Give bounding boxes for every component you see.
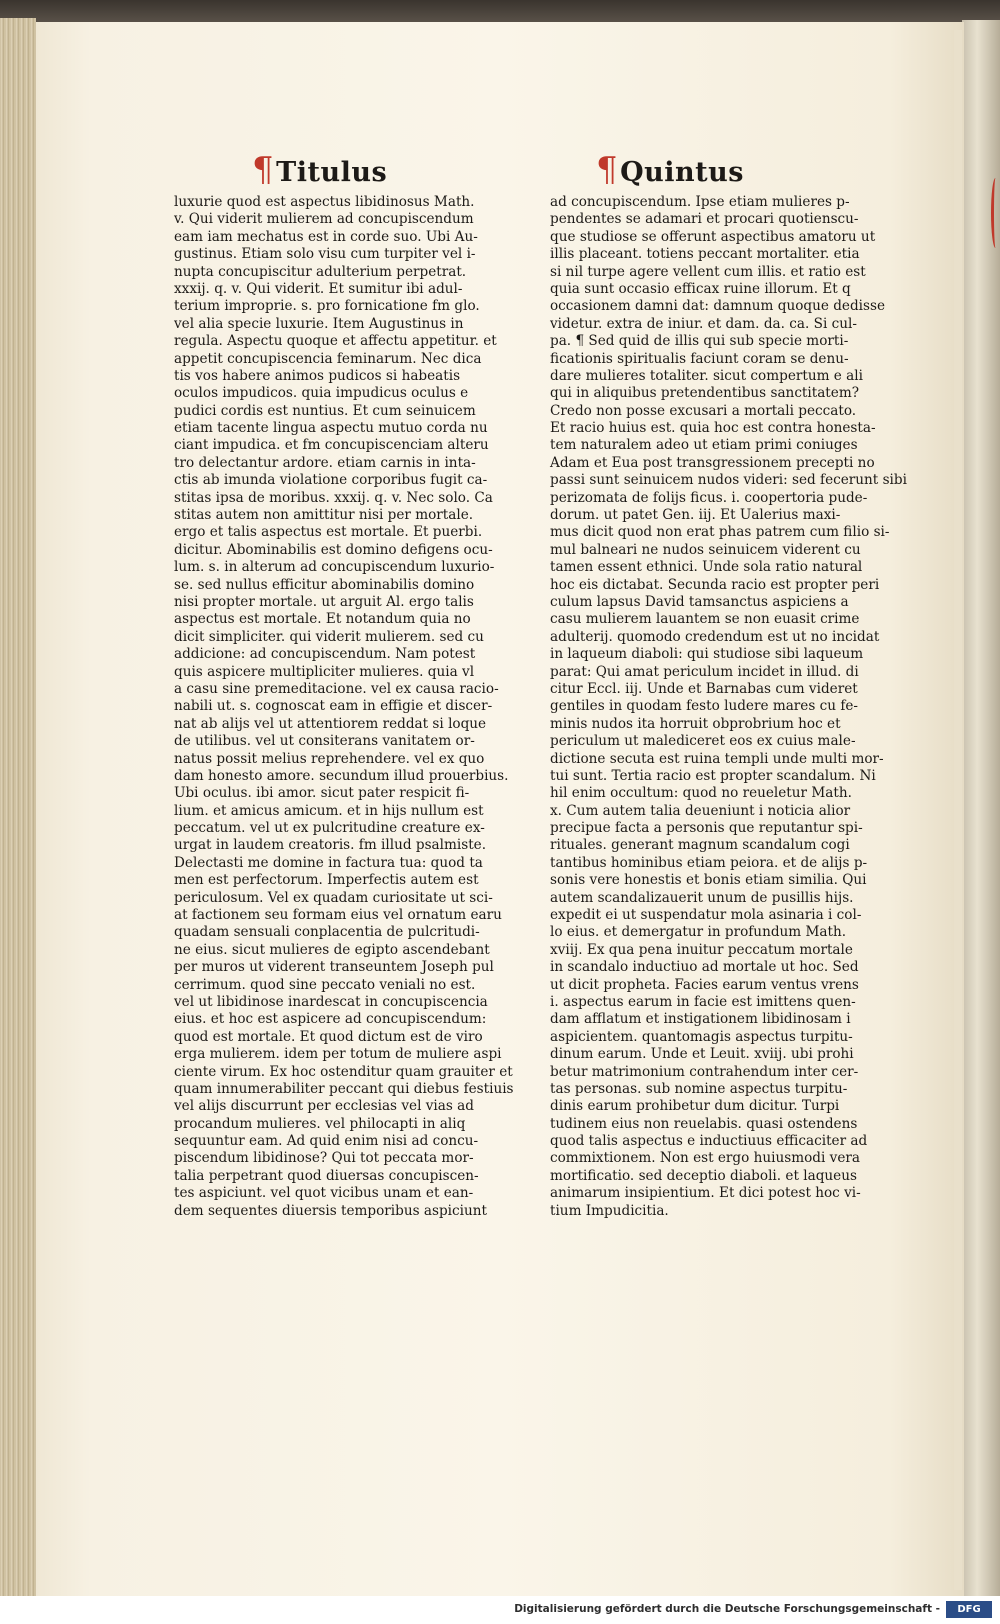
dfg-logo: DFG xyxy=(946,1601,992,1618)
text-line: casu mulierem lauantem se non euasit crime xyxy=(550,611,860,628)
text-line: Adam et Eua post transgressionem precepti no xyxy=(550,454,875,471)
text-line: lium. et amicus amicum. et in hijs nullum est xyxy=(174,802,484,819)
text-line: ciente virum. Ex hoc ostenditur quam grauiter et xyxy=(174,1063,513,1080)
text-line: ctis ab imunda violatione corporibus fugit ca- xyxy=(174,472,488,489)
text-line: qui in aliquibus pretendentibus sanctitatem? xyxy=(550,385,859,402)
text-line: culum lapsus David tamsanctus aspiciens a xyxy=(550,593,849,610)
text-line: hoc eis dictabat. Secunda racio est propter peri xyxy=(550,576,880,593)
text-line: citur Eccl. iij. Unde et Barnabas cum videret xyxy=(550,680,858,697)
funding-notice: Digitalisierung gefördert durch die Deutsche Forschungsgemeinschaft - xyxy=(514,1603,940,1615)
text-line: erga mulierem. idem per totum de muliere aspi xyxy=(174,1046,502,1063)
text-line: Credo non posse excusari a mortali peccato. xyxy=(550,402,857,419)
text-line: appetit concupiscencia feminarum. Nec dica xyxy=(174,350,482,367)
text-line: cerrimum. quod sine peccato veniali no est. xyxy=(174,976,476,993)
text-line: adulterij. quomodo credendum est ut no incidat xyxy=(550,628,880,645)
text-line: vel ut libidinose inardescat in concupiscencia xyxy=(174,993,488,1010)
footer-bar xyxy=(0,1596,1000,1624)
text-line: tudinem eius non reuelabis. quasi ostendens xyxy=(550,1115,858,1132)
text-line: ciant impudica. et fm concupiscenciam alteru xyxy=(174,437,489,454)
page-stack-right xyxy=(962,20,1000,1596)
rubric-mark xyxy=(991,178,1000,248)
text-line: stitas autem non amittitur nisi per mortale. xyxy=(174,507,474,524)
text-line: sequuntur eam. Ad quid enim nisi ad concu- xyxy=(174,1133,479,1150)
running-title-left xyxy=(252,150,387,190)
text-line: perizomata de folijs ficus. i. coopertoria pude- xyxy=(550,489,868,506)
text-line: oculos impudicos. quia impudicus oculus e xyxy=(174,385,469,402)
pilcrow-icon: ¶ xyxy=(252,150,275,190)
text-line: dinis earum prohibetur dum dicitur. Turpi xyxy=(550,1098,840,1115)
text-line: pudici cordis est nuntius. Et cum seinuicem xyxy=(174,402,476,419)
text-line: men est perfectorum. Imperfectis autem est xyxy=(174,872,479,889)
text-column-left xyxy=(174,194,514,1220)
text-line: quod talis aspectus e inductiuus efficaciter ad xyxy=(550,1133,868,1150)
facing-page-edge xyxy=(954,30,962,1590)
text-line: at factionem seu formam eius vel ornatum earu xyxy=(174,907,502,924)
text-line: x. Cum autem talia deueniunt i noticia alior xyxy=(550,802,851,819)
text-line: illis placeant. totiens peccant mortaliter. etia xyxy=(550,246,860,263)
text-line: stitas ipsa de moribus. xxxij. q. v. Nec solo. Ca xyxy=(174,489,493,506)
text-line: Ubi oculus. ibi amor. sicut pater respicit fi- xyxy=(174,785,470,802)
text-line: dictione secuta est ruina templi unde multi mor- xyxy=(550,750,884,767)
text-line: tro delectantur ardore. etiam carnis in inta- xyxy=(174,454,476,471)
text-line: quam innumerabiliter peccant qui diebus festiuis xyxy=(174,1080,514,1097)
text-line: etiam tacente lingua aspectu mutuo corda nu xyxy=(174,420,488,437)
text-line: lum. s. in alterum ad concupiscendum luxurio- xyxy=(174,559,495,576)
text-line: xviij. Ex qua pena inuitur peccatum mortale xyxy=(550,941,853,958)
text-line: per muros ut viderent transeuntem Joseph pul xyxy=(174,959,494,976)
text-line: ad concupiscendum. Ipse etiam mulieres p- xyxy=(550,194,850,210)
text-line: aspicientem. quantomagis aspectus turpitu- xyxy=(550,1028,853,1045)
text-line: eam iam mechatus est in corde suo. Ubi Au- xyxy=(174,228,478,245)
text-line: a casu sine premeditacione. vel ex causa racio- xyxy=(174,680,499,697)
text-line: se. sed nullus efficitur abominabilis domino xyxy=(174,576,475,593)
text-line: rituales. generant magnum scandalum cogi xyxy=(550,837,850,854)
text-line: minis nudos ita horruit obprobrium hoc et xyxy=(550,715,841,732)
text-line: si nil turpe agere vellent cum illis. et ratio est xyxy=(550,263,866,280)
text-line: pa. ¶ Sed quid de illis qui sub specie morti- xyxy=(550,333,849,350)
text-line: quis aspicere multipliciter mulieres. quia vl xyxy=(174,663,475,680)
text-line: xxxij. q. v. Qui viderit. Et sumitur ibi adul- xyxy=(174,280,463,297)
text-line: commixtionem. Non est ergo huiusmodi vera xyxy=(550,1150,860,1167)
text-line: periculum ut malediceret eos ex cuius male- xyxy=(550,733,856,750)
text-line: quadam sensuali conplacentia de pulcritudi- xyxy=(174,924,480,941)
text-line: periculosum. Vel ex quadam curiositate ut sci- xyxy=(174,889,493,906)
text-line: occasionem damni dat: damnum quoque dedisse xyxy=(550,298,885,315)
text-line: natus possit melius reprehendere. vel ex quo xyxy=(174,750,485,767)
text-line: videtur. extra de iniur. et dam. da. ca. Si cul- xyxy=(550,315,857,332)
text-line: quia sunt occasio efficax ruine illorum. Et q xyxy=(550,280,851,297)
text-line: v. Qui viderit mulierem ad concupiscendum xyxy=(174,211,474,228)
text-line: tas personas. sub nomine aspectus turpitu- xyxy=(550,1080,848,1097)
text-line: dam honesto amore. secundum illud prouerbius. xyxy=(174,767,509,784)
text-line: tes aspiciunt. vel quot vicibus unam et ean- xyxy=(174,1185,474,1202)
text-line: gentiles in quodam festo ludere mares cu fe- xyxy=(550,698,859,715)
running-title-right-text: Quintus xyxy=(620,157,744,188)
text-line: dicitur. Abominabilis est domino defigens ocu- xyxy=(174,541,493,558)
text-line: animarum insipientium. Et dici potest hoc vi- xyxy=(550,1185,861,1202)
text-line: expedit ei ut suspendatur mola asinaria i col- xyxy=(550,907,862,924)
text-line: parat: Qui amat periculum incidet in illud. di xyxy=(550,663,859,680)
text-line: ergo et talis aspectus est mortale. Et puerbi. xyxy=(174,524,483,541)
text-line: nisi propter mortale. ut arguit Al. ergo talis xyxy=(174,593,474,610)
text-line: dinum earum. Unde et Leuit. xviij. ubi prohi xyxy=(550,1046,854,1063)
text-line: tis vos habere animos pudicos si habeatis xyxy=(174,367,461,384)
text-line: vel alijs discurrunt per ecclesias vel vias ad xyxy=(174,1098,474,1115)
running-title-right xyxy=(596,150,744,190)
text-line: aspectus est mortale. Et notandum quia no xyxy=(174,611,471,628)
text-line: tium Impudicitia. xyxy=(550,1202,669,1219)
text-line: tem naturalem adeo ut etiam primi coniuges xyxy=(550,437,858,454)
text-line: autem scandalizauerit unum de pusillis hijs. xyxy=(550,889,854,906)
text-line: pendentes se adamari et procari quotienscu- xyxy=(550,211,859,228)
text-line: peccatum. vel ut ex pulcritudine creature ex- xyxy=(174,820,485,837)
text-line: in scandalo inductiuo ad mortale ut hoc. Sed xyxy=(550,959,859,976)
text-line: terium improprie. s. pro fornicatione fm glo. xyxy=(174,298,480,315)
text-line: dare mulieres totaliter. sicut compertum e ali xyxy=(550,367,863,384)
text-line: dem sequentes diuersis temporibus aspiciunt xyxy=(174,1202,487,1219)
text-line: ne eius. sicut mulieres de egipto ascendebant xyxy=(174,941,490,958)
text-line: precipue facta a personis que reputantur spi- xyxy=(550,820,863,837)
text-line: mus dicit quod non erat phas patrem cum filio si- xyxy=(550,524,890,541)
text-line: Delectasti me domine in factura tua: quod ta xyxy=(174,854,483,871)
text-line: tamen essent ethnici. Unde sola ratio natural xyxy=(550,559,863,576)
text-line: mul balneari ne nudos seinuicem viderent cu xyxy=(550,541,861,558)
text-line: nupta concupiscitur adulterium perpetrat. xyxy=(174,263,467,280)
text-line: gustinus. Etiam solo visu cum turpiter vel i- xyxy=(174,246,476,263)
text-line: procandum mulieres. vel philocapti in aliq xyxy=(174,1115,466,1132)
page-stack-left xyxy=(0,18,36,1596)
text-line: hil enim occultum: quod no reueletur Math. xyxy=(550,785,852,802)
text-line: addicione: ad concupiscendum. Nam potest xyxy=(174,646,476,663)
text-line: ficationis spiritualis faciunt coram se denu- xyxy=(550,350,849,367)
text-line: de utilibus. vel ut consiterans vanitatem or- xyxy=(174,733,475,750)
text-line: passi sunt seinuicem nudos videri: sed fecerunt sibi xyxy=(550,472,907,489)
text-column-right xyxy=(550,194,907,1220)
text-line: sonis vere honestis et bonis etiam similia. Qui xyxy=(550,872,867,889)
text-line: talia perpetrant quod diuersas concupiscen- xyxy=(174,1167,479,1184)
running-title-left-text: Titulus xyxy=(276,157,388,188)
text-line: i. aspectus earum in facie est imittens quen- xyxy=(550,993,856,1010)
text-line: dorum. ut patet Gen. iij. Et Ualerius maxi- xyxy=(550,507,841,524)
text-line: urgat in laudem creatoris. fm illud psalmiste. xyxy=(174,837,487,854)
text-line: tui sunt. Tertia racio est propter scandalum. Ni xyxy=(550,767,876,784)
text-line: eius. et hoc est aspicere ad concupiscendum: xyxy=(174,1011,487,1028)
text-line: nabili ut. s. cognoscat eam in effigie et discer- xyxy=(174,698,493,715)
text-line: vel alia specie luxurie. Item Augustinus in xyxy=(174,315,464,332)
text-line: nat ab alijs vel ut attentiorem reddat si loque xyxy=(174,715,487,732)
text-line: quod est mortale. Et quod dictum est de viro xyxy=(174,1028,483,1045)
text-line: regula. Aspectu quoque et affectu appetitur. et xyxy=(174,333,497,350)
text-line: dam afflatum et instigationem libidinosam i xyxy=(550,1011,851,1028)
text-line: piscendum libidinose? Qui tot peccata mor- xyxy=(174,1150,474,1167)
text-line: tantibus hominibus etiam peiora. et de alijs p- xyxy=(550,854,868,871)
text-line: in laqueum diaboli: qui studiose sibi laqueum xyxy=(550,646,864,663)
text-line: ut dicit propheta. Facies earum ventus vrens xyxy=(550,976,859,993)
text-line: lo eius. et demergatur in profundum Math. xyxy=(550,924,847,941)
text-line: luxurie quod est aspectus libidinosus Math. xyxy=(174,194,475,210)
pilcrow-icon: ¶ xyxy=(596,150,619,190)
text-line: que studiose se offerunt aspectibus amatoru ut xyxy=(550,228,876,245)
text-line: Et racio huius est. quia hoc est contra honesta- xyxy=(550,420,876,437)
text-line: mortificatio. sed deceptio diaboli. et laqueus xyxy=(550,1167,857,1184)
text-line: dicit simpliciter. qui viderit mulierem. sed cu xyxy=(174,628,484,645)
text-line: betur matrimonium contrahendum inter cer- xyxy=(550,1063,859,1080)
